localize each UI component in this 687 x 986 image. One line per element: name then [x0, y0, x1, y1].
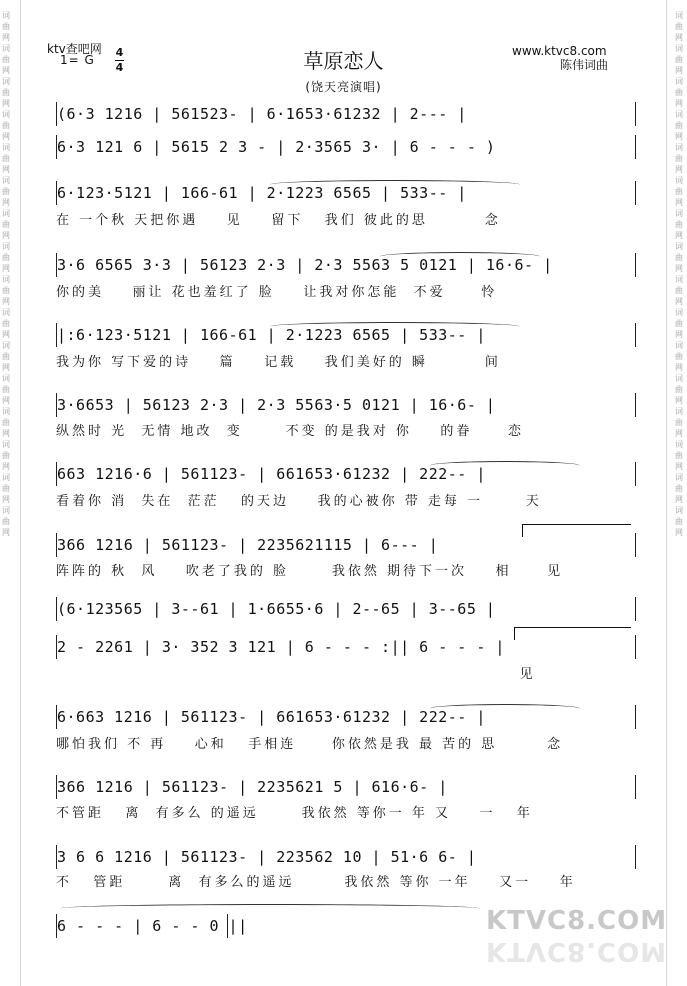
site-label-left: ktv查吧网 — [47, 42, 102, 56]
slur-arc — [380, 252, 540, 261]
score-row-14: 6 - - - | 6 - - 0 || — [56, 914, 228, 938]
score-row-1: (6·3 1216 | 561523- | 6·1653·61232 | 2--- | — [56, 102, 636, 126]
left-margin-line — [20, 0, 21, 986]
left-side-watermark: 词曲网词曲网词曲网词曲网词曲网词曲网词曲网词曲网词曲网词曲网词曲网词曲网词曲网词曲网词曲网词曲网 — [2, 11, 10, 537]
lyric-row-3: 在 一个秋 天把你遇 见 留下 我们 彼此的思 念 — [56, 213, 501, 228]
slur-arc — [270, 180, 520, 189]
site-url: www.ktvc8.com — [512, 44, 607, 58]
site-logo-reflection: KTVC8.COM — [486, 936, 668, 966]
site-logo-watermark: KTVC8.COM — [486, 906, 668, 936]
score-row-12: 366 1216 | 561123- | 2235621 5 | 616·6- | — [56, 775, 636, 799]
score-row-9: (6·123565 | 3--61 | 1·6655·6 | 2--65 | 3--65 | — [56, 597, 636, 621]
score-row-11: 6·663 1216 | 561123- | 661653·61232 | 222-- | — [56, 705, 636, 729]
slur-arc — [430, 461, 580, 470]
score-row-4: 3·6 6565 3·3 | 56123 2·3 | 2·3 5563 5 0121 | 16·6- | — [56, 253, 636, 277]
lyric-row-13: 不 管距 离 有多么的遥远 我依然 等你 一年 又一 年 — [56, 875, 576, 890]
score-row-13: 3 6 6 1216 | 561123- | 223562 10 | 51·6 6- | — [56, 845, 636, 869]
score-row-2: 6·3 121 6 | 5615 2 3 - | 2·3565 3· | 6 - - - ) — [56, 135, 636, 159]
score-row-5: |:6·123·5121 | 166-61 | 2·1223 6565 | 533-- | — [56, 323, 636, 347]
right-side-watermark: 词曲网词曲网词曲网词曲网词曲网词曲网词曲网词曲网词曲网词曲网词曲网词曲网词曲网词曲网词曲网词曲网 — [675, 11, 683, 537]
score-row-3: 6·123·5121 | 166-61 | 2·1223 6565 | 533-- | — [56, 181, 636, 205]
lyric-row-7: 看着你 消 失在 茫茫 的天边 我的心被你 带 走每 一 天 — [56, 494, 542, 509]
score-row-6: 3·6653 | 56123 2·3 | 2·3 5563·5 0121 | 16·6- | — [56, 393, 636, 417]
song-title: 草原恋人 — [303, 49, 384, 73]
right-margin-line — [666, 0, 667, 986]
lyric-row-6: 纵然时 光 无情 地改 变 不变 的是我对 你 的眷 恋 — [56, 424, 525, 439]
lyric-row-11: 哪怕我们 不 再 心和 手相连 你依然是我 最 苦的 思 念 — [56, 737, 564, 752]
key-signature: 1= G — [60, 53, 95, 67]
lyric-row-8: 阵阵的 秋 风 吹老了我的 脸 我依然 期待下一次 相 见 — [56, 564, 564, 579]
lyric-row-4: 你的美 丽让 花也羞红了 脸 让我对你怎能 不爱 怜 — [56, 285, 498, 300]
meter-bottom: 4 — [115, 61, 124, 74]
score-row-7: 663 1216·6 | 561123- | 661653·61232 | 222-- | — [56, 462, 636, 486]
performer-subtitle: (饶天亮演唱) — [305, 80, 382, 94]
composer-credits: 陈伟词曲 — [560, 58, 609, 72]
slur-arc — [60, 904, 480, 913]
slur-arc — [270, 322, 520, 331]
score-row-10: 2 - 2261 | 3· 352 3 121 | 6 - - - :|| 6 - - - | — [56, 635, 636, 659]
lyric-row-12: 不管距 离 有多么 的遥远 我依然 等你一 年 又 一 年 — [56, 806, 533, 821]
lyric-row-5: 我为你 写下爱的诗 篇 记载 我们美好的 瞬 间 — [56, 355, 501, 370]
meter-top: 4 — [115, 46, 124, 59]
lyric-row-10: 见 — [56, 667, 536, 682]
score-row-8: 366 1216 | 561123- | 2235621115 | 6--- | — [56, 533, 636, 557]
slur-arc — [430, 704, 580, 713]
